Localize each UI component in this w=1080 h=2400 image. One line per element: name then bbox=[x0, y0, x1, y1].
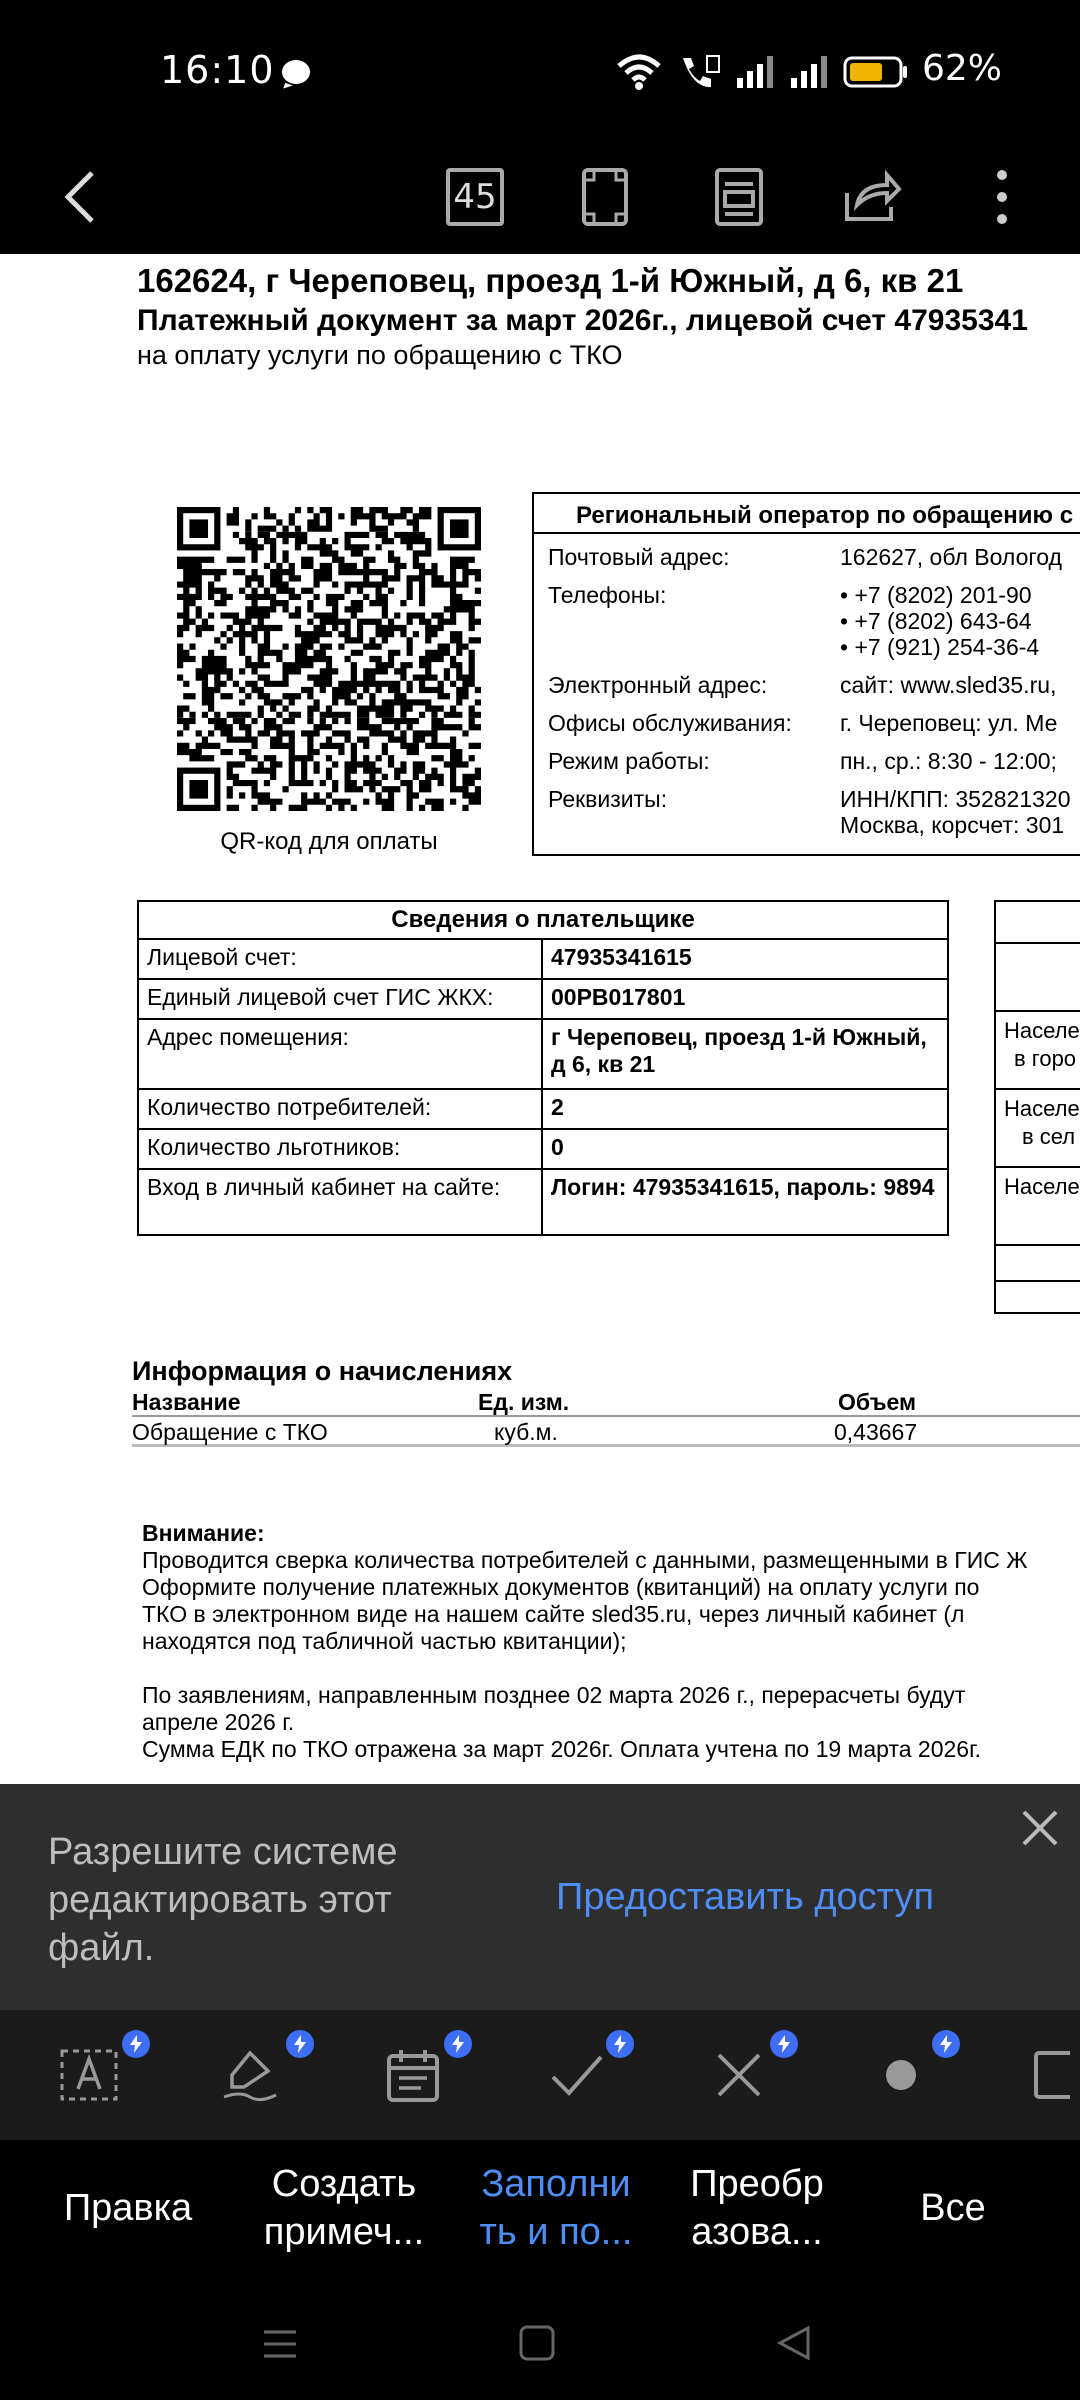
pen-signature-icon bbox=[220, 2047, 282, 2103]
column-volume: Объем bbox=[838, 1389, 917, 1415]
document-subtitle: на оплату услуги по обращению с ТКО bbox=[137, 340, 623, 370]
payment-qr-code bbox=[177, 507, 481, 811]
document-page[interactable] bbox=[0, 254, 1080, 1784]
operator-value: • +7 (921) 254-36-4 bbox=[840, 634, 1040, 660]
document-title: Платежный документ за март 2026г., лицевой счет 47935341 bbox=[137, 304, 1028, 337]
text-box-icon bbox=[58, 2047, 120, 2103]
operator-label: Офисы обслуживания: bbox=[548, 710, 792, 736]
tariff-cell-text: Населе bbox=[1004, 1018, 1080, 1043]
operator-value: ИНН/КПП: 352821320 bbox=[840, 786, 1071, 812]
more-vertical-icon bbox=[994, 167, 1010, 227]
charge-unit: куб.м. bbox=[494, 1419, 558, 1445]
qr-caption: QR-код для оплаты bbox=[220, 828, 438, 855]
back-button[interactable] bbox=[40, 140, 120, 254]
volte-call-icon bbox=[677, 52, 721, 92]
notice-line: Оформите получение платежных документов (квитанций) на оплату услуги по bbox=[142, 1574, 980, 1600]
charges-heading: Информация о начислениях bbox=[132, 1356, 513, 1386]
charge-name: Обращение с ТКО bbox=[132, 1419, 328, 1445]
notice-line: находятся под табличной частью квитанции); bbox=[142, 1628, 627, 1654]
notice-line: ТКО в электронном виде на нашем сайте sled35.ru, через личный кабинет (л bbox=[142, 1601, 965, 1627]
top-toolbar bbox=[0, 140, 1080, 254]
battery-icon bbox=[843, 54, 909, 90]
column-unit: Ед. изм. bbox=[478, 1389, 570, 1415]
status-icons bbox=[615, 50, 909, 94]
operator-value: пн., ср.: 8:30 - 12:00; bbox=[840, 748, 1057, 774]
payer-value: г Череповец, проезд 1-й Южный, д 6, кв 21 bbox=[542, 1019, 948, 1089]
premium-bolt-icon bbox=[932, 2030, 960, 2058]
fit-page-button[interactable] bbox=[572, 140, 638, 254]
wifi-icon bbox=[615, 52, 663, 92]
column-name: Название bbox=[132, 1389, 241, 1415]
payer-label: Лицевой счет: bbox=[138, 939, 542, 979]
operator-value: Москва, корсчет: 301 bbox=[840, 812, 1065, 838]
operator-label: Почтовый адрес: bbox=[548, 544, 730, 570]
charges-header-row bbox=[132, 1387, 1080, 1417]
tab-convert[interactable]: Преобр азова... bbox=[690, 2163, 824, 2253]
operator-value: • +7 (8202) 201-90 bbox=[840, 582, 1032, 608]
payer-label: Количество потребителей: bbox=[138, 1089, 542, 1129]
payer-login-value: Логин: 47935341615, пароль: 9894 bbox=[542, 1169, 948, 1235]
notice-line: Сумма ЕДК по ТКО отражена за март 2026г. Оплата учтена по 19 марта 2026г. bbox=[142, 1736, 982, 1762]
operator-value: сайт: www.sled35.ru, bbox=[840, 672, 1057, 698]
page-count-button[interactable] bbox=[442, 140, 508, 254]
system-navigation-bar bbox=[0, 2290, 1080, 2400]
close-icon[interactable] bbox=[1018, 1806, 1062, 1850]
signal-1-icon bbox=[735, 54, 775, 90]
status-time: 16:10 bbox=[160, 48, 275, 92]
notice-line: Проводится сверка количества потребителей с данными, размещенными в ГИС Ж bbox=[142, 1547, 1028, 1573]
reading-mode-icon bbox=[713, 166, 765, 228]
signal-2-icon bbox=[789, 54, 829, 90]
calendar-icon bbox=[385, 2046, 441, 2104]
home-nav-icon[interactable] bbox=[518, 2324, 556, 2362]
chat-notification-icon bbox=[282, 60, 310, 84]
back-arrow-icon bbox=[60, 167, 100, 227]
notice-line: По заявлениям, направленным позднее 02 марта 2026 г., перерасчеты будут bbox=[142, 1682, 966, 1708]
notice-section bbox=[142, 1520, 1080, 1763]
share-icon bbox=[841, 169, 903, 225]
more-tools-button[interactable] bbox=[1030, 2010, 1080, 2140]
operator-heading: Региональный оператор по обращению с bbox=[534, 494, 1080, 534]
cross-tool-button[interactable] bbox=[684, 2010, 794, 2140]
back-nav-icon[interactable] bbox=[776, 2324, 812, 2362]
payer-label: Единый лицевой счет ГИС ЖКХ: bbox=[138, 979, 542, 1019]
tariff-cell-text: в горо bbox=[1014, 1046, 1077, 1071]
premium-bolt-icon bbox=[770, 2030, 798, 2058]
payer-value: 0 bbox=[542, 1129, 948, 1169]
operator-value: 162627, обл Вологод bbox=[840, 544, 1062, 570]
payer-value: 47935341615 bbox=[542, 939, 948, 979]
payer-table-heading: Сведения о плательщике bbox=[138, 901, 948, 939]
tab-edit[interactable]: Правка bbox=[63, 2187, 193, 2229]
operator-label: Режим работы: bbox=[548, 748, 710, 774]
page-count-badge: 45 bbox=[446, 168, 504, 226]
charge-volume: 0,43667 bbox=[834, 1419, 918, 1445]
premium-bolt-icon bbox=[444, 2030, 472, 2058]
banner-message: Разрешите системе редактировать этот файл. bbox=[48, 1831, 398, 1969]
premium-bolt-icon bbox=[606, 2030, 634, 2058]
payer-label: Вход в личный кабинет на сайте: bbox=[138, 1169, 542, 1235]
date-tool-button[interactable] bbox=[358, 2010, 468, 2140]
dot-icon bbox=[883, 2057, 919, 2093]
more-options-button[interactable] bbox=[980, 140, 1024, 254]
payer-info-table bbox=[137, 900, 949, 1236]
operator-label: Реквизиты: bbox=[548, 786, 668, 812]
table-row bbox=[132, 1417, 1080, 1447]
tariff-cell-text: в сел bbox=[1022, 1124, 1076, 1149]
reading-mode-button[interactable] bbox=[706, 140, 772, 254]
checkmark-icon bbox=[549, 2051, 605, 2099]
premium-bolt-icon bbox=[286, 2030, 314, 2058]
tariff-table-partial bbox=[994, 900, 1080, 1314]
payer-label: Количество льготников: bbox=[138, 1129, 542, 1169]
tab-fill-and-sign[interactable]: Заполни ть и по... bbox=[479, 2163, 633, 2253]
add-text-tool-button[interactable] bbox=[34, 2010, 144, 2140]
dot-tool-button[interactable] bbox=[846, 2010, 956, 2140]
notice-line: апреле 2026 г. bbox=[142, 1709, 295, 1735]
rectangle-tool-icon bbox=[1030, 2049, 1070, 2101]
operator-value: • +7 (8202) 643-64 bbox=[840, 608, 1032, 634]
payer-value: 00РВ017801 bbox=[542, 979, 948, 1019]
operator-info-box bbox=[532, 492, 1080, 856]
menu-nav-icon[interactable] bbox=[262, 2326, 298, 2362]
tariff-cell-text: Населе bbox=[1004, 1174, 1080, 1199]
share-button[interactable] bbox=[836, 140, 908, 254]
tariff-cell-text: Населе bbox=[1004, 1096, 1080, 1121]
charges-section bbox=[132, 1356, 1080, 1447]
payer-label: Адрес помещения: bbox=[138, 1019, 542, 1089]
checkmark-tool-button[interactable] bbox=[522, 2010, 632, 2140]
payer-value: 2 bbox=[542, 1089, 948, 1129]
grant-access-button[interactable]: Предоставить доступ bbox=[556, 1876, 935, 1918]
operator-value: г. Череповец: ул. Ме bbox=[840, 710, 1058, 736]
bottom-tabs bbox=[0, 2140, 1080, 2290]
annotation-tools bbox=[0, 2010, 1080, 2140]
tab-create-note[interactable]: Создать примеч... bbox=[263, 2163, 425, 2253]
operator-label: Электронный адрес: bbox=[548, 672, 768, 698]
notice-spacer bbox=[142, 1655, 1080, 1682]
cross-mark-icon bbox=[715, 2051, 763, 2099]
edit-permission-banner bbox=[0, 1784, 1080, 2010]
battery-percent: 62% bbox=[922, 48, 1003, 89]
notice-heading: Внимание: bbox=[142, 1520, 265, 1546]
operator-label: Телефоны: bbox=[548, 582, 667, 608]
tab-all[interactable]: Все bbox=[920, 2187, 986, 2229]
fit-page-icon bbox=[580, 166, 630, 228]
signature-tool-button[interactable] bbox=[196, 2010, 306, 2140]
premium-bolt-icon bbox=[122, 2030, 150, 2058]
document-address-title: 162624, г Череповец, проезд 1-й Южный, д 6, кв 21 bbox=[137, 262, 964, 299]
status-bar bbox=[0, 0, 1080, 140]
